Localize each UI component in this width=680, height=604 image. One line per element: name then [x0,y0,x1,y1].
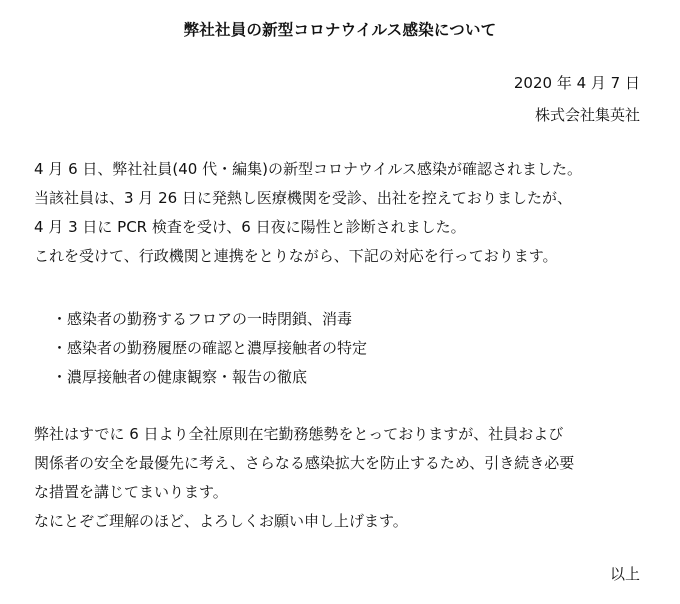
document-date: 2020 年 4 月 7 日 [513,74,640,92]
closing-mark: 以上 [609,565,640,583]
paragraph-announcement [34,155,654,271]
paragraph-line: 当該社員は、3 月 26 日に発熱し医療機関を受診、出社を控えておりましたが、 [34,189,572,207]
list-item: ・感染者の勤務履歴の確認と濃厚接触者の特定 [52,339,368,357]
paragraph-line: 4 月 3 日に PCR 検査を受け、6 日夜に陽性と診断されました。 [34,218,466,236]
paragraph-line: 関係者の安全を最優先に考え、さらなる感染拡大を防止するため、引き続き必要 [34,454,575,472]
list-item: ・感染者の勤務するフロアの一時閉鎖、消毒 [52,310,353,328]
paragraph-policy [34,420,654,536]
paragraph-line: 弊社はすでに 6 日より全社原則在宅勤務態勢をとっておりますが、社員および [34,425,564,443]
paragraph-line: な措置を講じてまいります。 [34,483,228,501]
paragraph-line: 4 月 6 日、弊社社員(40 代・編集)の新型コロナウイルス感染が確認されました。 [34,160,583,178]
company-name: 株式会社集英社 [534,106,640,124]
response-measures-list [52,305,612,392]
document-title: 弊社社員の新型コロナウイルス感染について [183,21,497,39]
paragraph-line: これを受けて、行政機関と連携をとりながら、下記の対応を行っております。 [34,247,558,265]
list-item: ・濃厚接触者の健康観察・報告の徹底 [52,368,308,386]
paragraph-line: なにとぞご理解のほど、よろしくお願い申し上げます。 [34,512,408,530]
